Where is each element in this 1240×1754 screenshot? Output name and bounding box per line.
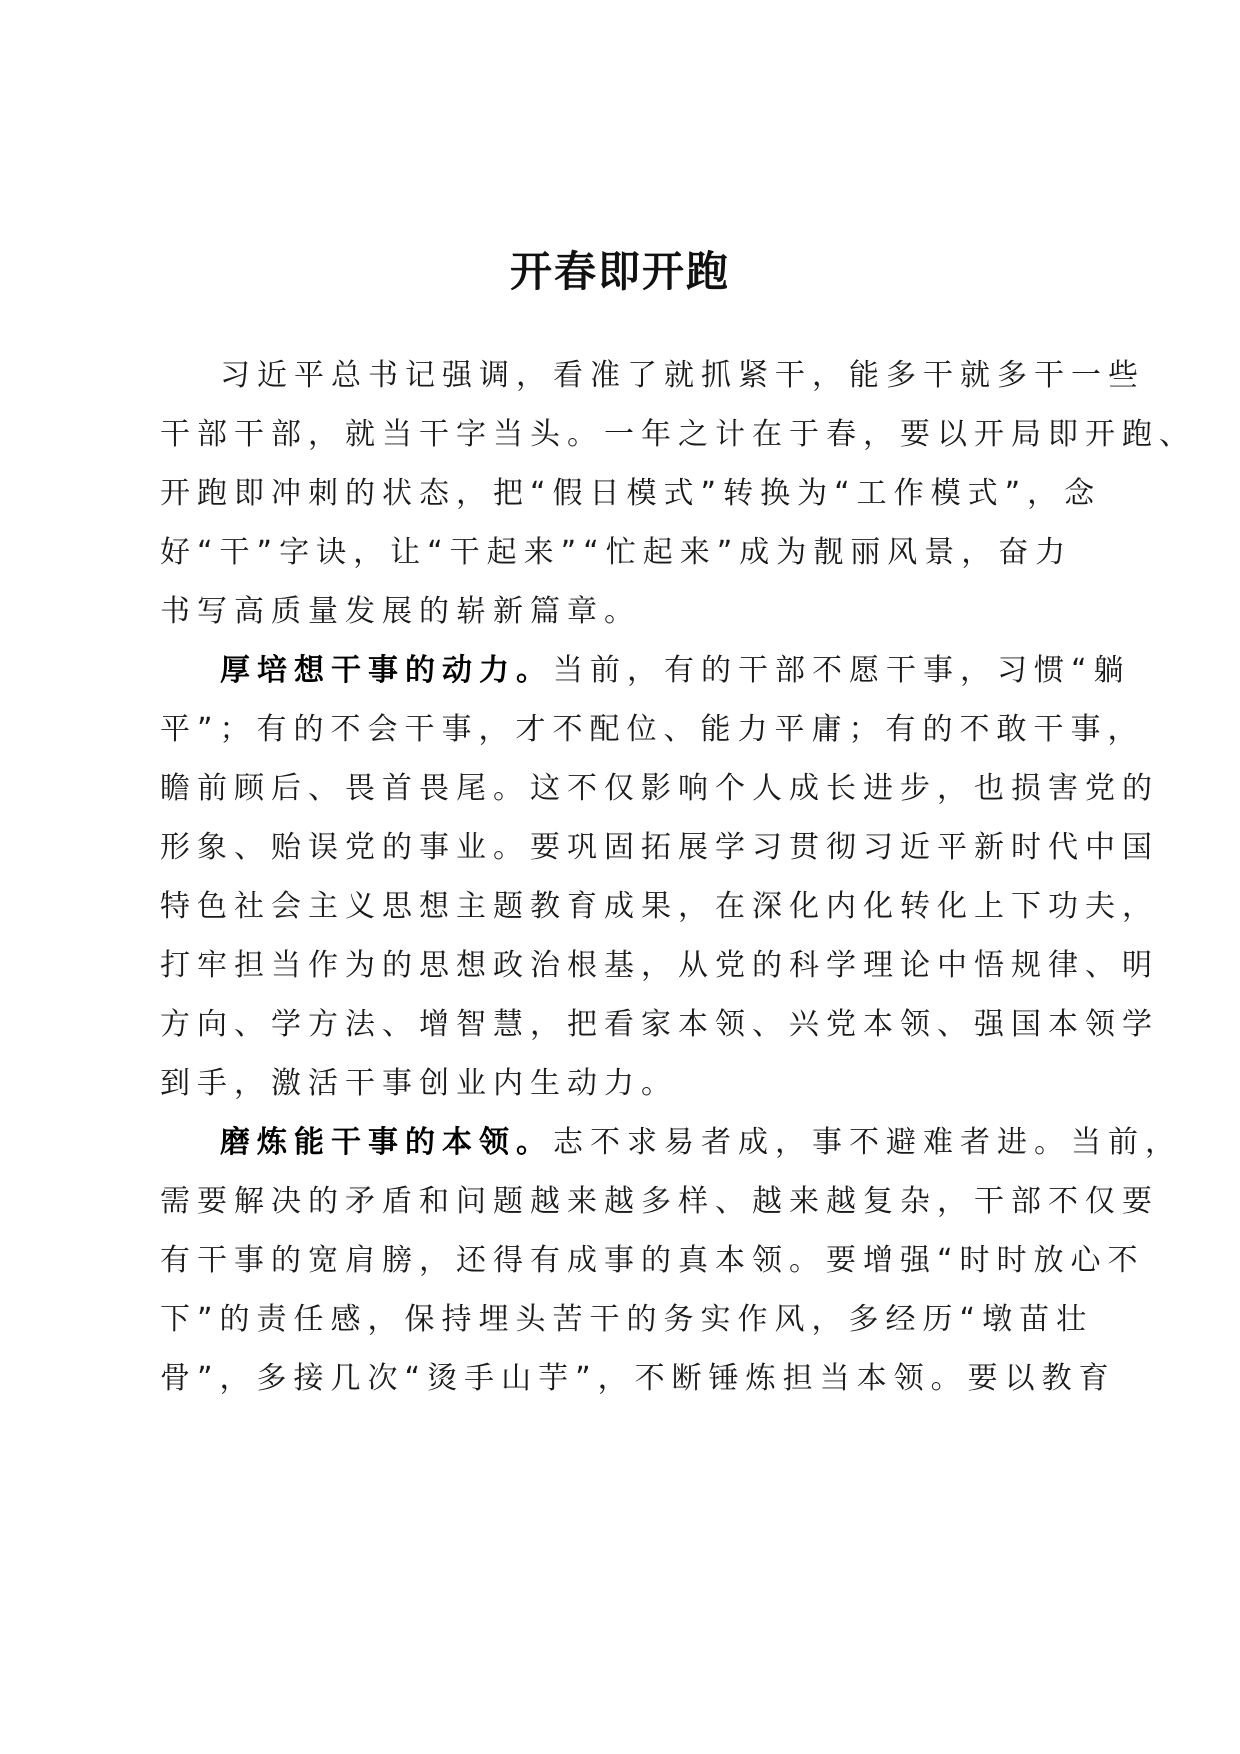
paragraph-1-line-3: 开跑即冲刺的状态，把“假日模式”转换为“工作模式”，念: [160, 476, 1102, 511]
paragraph-3-line-5: 骨”，多接几次“烫手山芋”，不断锤炼担当本领。要以教育: [160, 1361, 1116, 1396]
paragraph-3-line-2: 需要解决的矛盾和问题越来越多样、越来越复杂，干部不仅要: [160, 1184, 1159, 1219]
paragraph-1-line-4: 好“干”字诀，让“干起来”“忙起来”成为靓丽风景，奋力: [160, 535, 1073, 570]
paragraph-2-line-1-text: 当前，有的干部不愿干事，习惯“躺: [553, 653, 1131, 688]
paragraph-1-line-1: 习近平总书记强调，看准了就抓紧干，能多干就多干一些: [220, 358, 1145, 393]
paragraph-1-line-5: 书写高质量发展的崭新篇章。: [160, 594, 641, 629]
paragraph-3-line-1-text: 志不求易者成，事不避难者进。当前，: [553, 1125, 1182, 1160]
paragraph-2-line-2: 平”；有的不会干事，才不配位、能力平庸；有的不敢干事，: [160, 712, 1145, 747]
paragraph-2-line-4: 形象、贻误党的事业。要巩固拓展学习贯彻习近平新时代中国: [160, 830, 1159, 865]
paragraph-2-line-7: 方向、学方法、增智慧，把看家本领、兴党本领、强国本领学: [160, 1007, 1159, 1042]
paragraph-3-lead: 磨炼能干事的本领。: [220, 1125, 553, 1160]
paragraph-3-line-1: [220, 1113, 1182, 1173]
paragraph-3-line-4: 下”的责任感，保持埋头苦干的务实作风，多经历“墩苗壮: [160, 1302, 1094, 1337]
paragraph-2-line-5: 特色社会主义思想主题教育成果，在深化内化转化上下功夫，: [160, 889, 1159, 924]
paragraph-2-line-1: [220, 641, 1131, 701]
paragraph-3-line-3: 有干事的宽肩膀，还得有成事的真本领。要增强“时时放心不: [160, 1243, 1145, 1278]
paragraph-2-line-8: 到手，激活干事创业内生动力。: [160, 1066, 678, 1101]
paragraph-2-line-6: 打牢担当作为的思想政治根基，从党的科学理论中悟规律、明: [160, 948, 1159, 983]
paragraph-2-lead: 厚培想干事的动力。: [220, 653, 553, 688]
paragraph-1-line-2: 干部干部，就当干字当头。一年之计在于春，要以开局即开跑、: [160, 417, 1196, 452]
paragraph-2-line-3: 瞻前顾后、畏首畏尾。这不仅影响个人成长进步，也损害党的: [160, 771, 1159, 806]
page-title: 开春即开跑: [509, 247, 730, 296]
